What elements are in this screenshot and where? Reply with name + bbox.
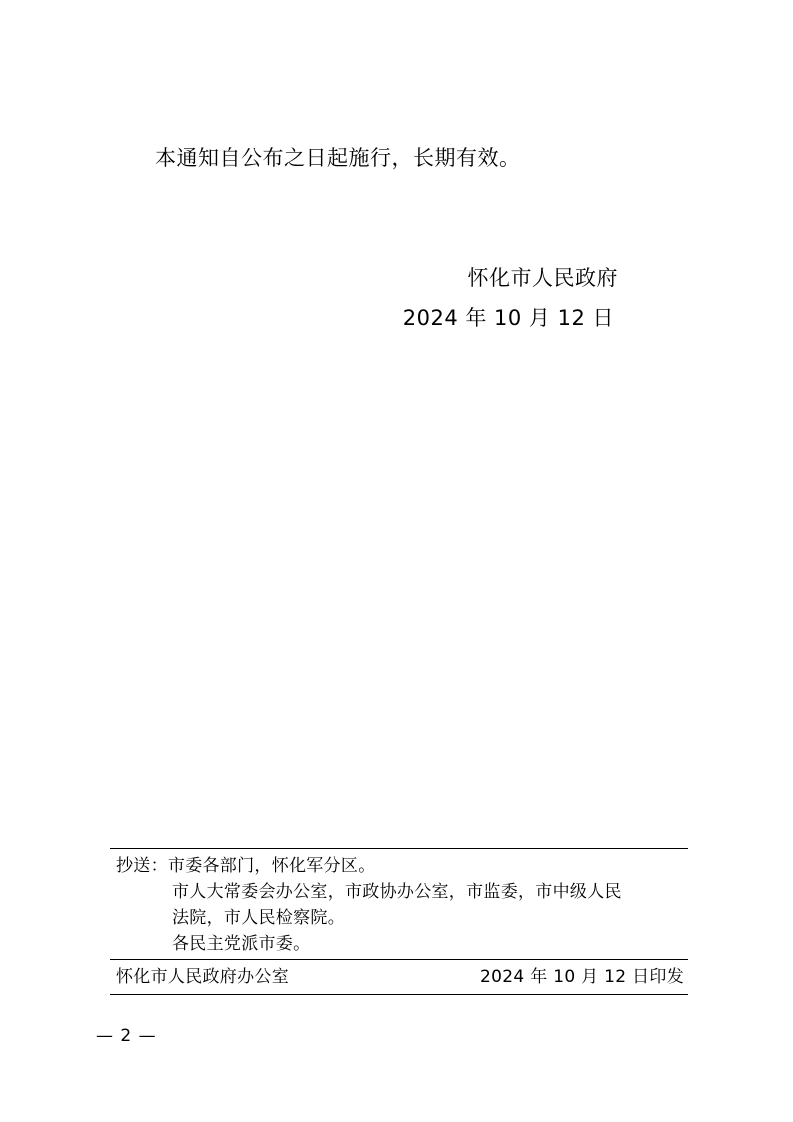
signature-date: 2024 年 10 月 12 日 (402, 306, 614, 330)
signature-issuer: 怀化市人民政府 (467, 266, 618, 290)
distribution-label: 抄送： (116, 856, 168, 876)
page-number: — 2 — (96, 1026, 157, 1046)
body-text-block (113, 140, 683, 176)
distribution-first-row (110, 853, 688, 879)
distribution-line-2: 市人大常委会办公室，市政协办公室，市监委，市中级人民 (172, 882, 622, 902)
issue-date: 2024 年 10 月 12 日印发 (480, 967, 684, 987)
issuing-row (110, 960, 688, 994)
footer-block (110, 848, 688, 995)
issuing-office: 怀化市人民政府办公室 (116, 967, 289, 987)
body-paragraph: 本通知自公布之日起施行，长期有效。 (155, 146, 521, 170)
signature-block (113, 258, 683, 338)
footer-bottom-rule (110, 994, 688, 995)
distribution-line-1: 市委各部门，怀化军分区。 (167, 856, 376, 876)
distribution-line-4: 各民主党派市委。 (172, 934, 311, 954)
distribution-list (110, 849, 688, 959)
distribution-line-3: 法院，市人民检察院。 (172, 908, 345, 928)
